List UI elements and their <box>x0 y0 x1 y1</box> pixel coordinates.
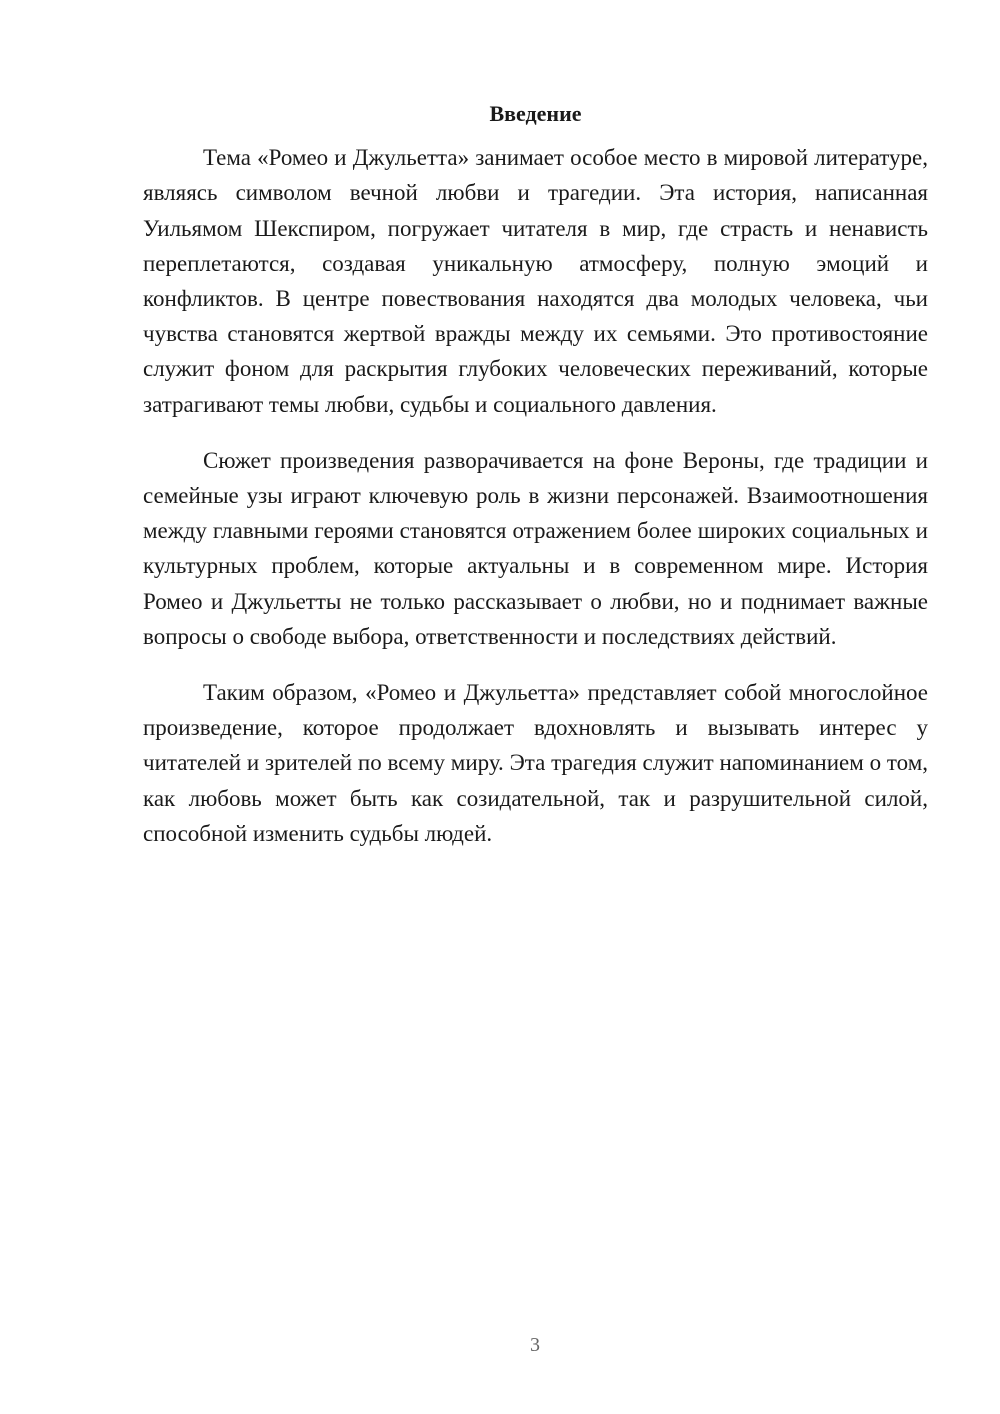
paragraph-1: Тема «Ромео и Джульетта» занимает особое место в мировой литературе, являясь символом вечной любви и трагедии. Эта история, написанная Уильямом Шекспиром, погружает читателя в мир, где страсть и ненависть переплетаются, создавая уникальную атмосферу, полную эмоций и конфликтов. В центре повествования находятся два молодых человека, чьи чувства становятся жертвой вражды между их семьями. Это противостояние служит фоном для раскрытия глубоких человеческих переживаний, которые затрагивают темы любви, судьбы и социального давления. <box>143 145 928 417</box>
document-body <box>143 96 928 872</box>
paragraph-2: Сюжет произведения разворачивается на фоне Вероны, где традиции и семейные узы играют ключевую роль в жизни персонажей. Взаимоотношения между главными героями становятся отражением более широких социальных и культурных проблем, которые актуальны и в современном мире. История Ромео и Джульетты не только рассказывает о любви, но и поднимает важные вопросы о свободе выбора, ответственности и последствиях действий. <box>143 447 928 649</box>
section-title: Введение <box>489 101 582 126</box>
page-number: 3 <box>530 1334 540 1356</box>
paragraph-3: Таким образом, «Ромео и Джульетта» представляет собой многослойное произведение, которое продолжает вдохновлять и вызывать интерес у читателей и зрителей по всему миру. Эта трагедия служит напоминанием о том, как любовь может быть как созидательной, так и разрушительной силой, способной изменить судьбы людей. <box>143 680 928 846</box>
